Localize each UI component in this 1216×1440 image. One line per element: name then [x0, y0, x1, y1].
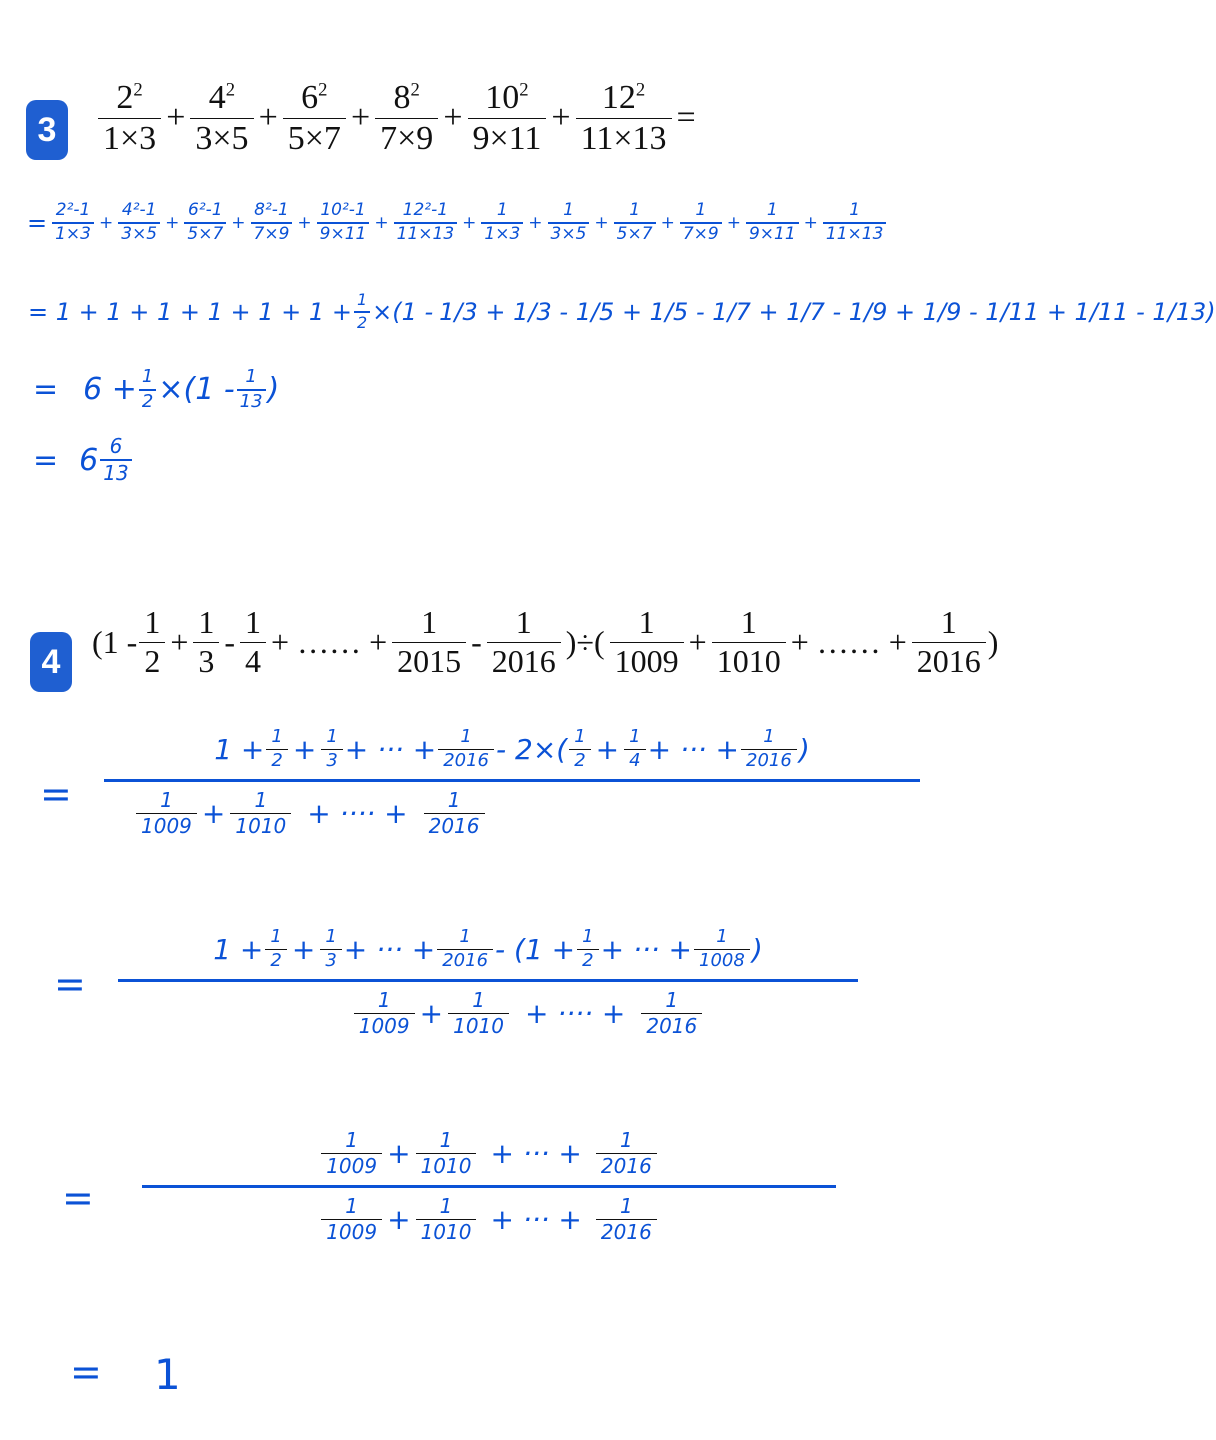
p4-step2-bar [118, 979, 858, 982]
p4-step2-numerator: 1 + $\frac{1}{2}$ + $\frac{1}{3}$ + ··· + $\frac{1}{2016}$ - (1 + $\frac{1}{2}$ + ··· + $\frac{1}{1008}$ ) [213, 926, 763, 971]
p4-term: $\frac{1}{4}$ [240, 606, 266, 678]
p3-term-4: $\frac{8^2}{7\times 9}$ [375, 80, 438, 156]
p4-step3-fraction [142, 1130, 836, 1243]
hw-frac: $\frac{1}{1\times 3}$ [481, 202, 523, 244]
p4-term: $\frac{1}{2016}$ [912, 606, 986, 678]
p4-step1-fraction [104, 728, 920, 837]
hw-frac: $\frac{1}{7\times 9}$ [680, 202, 722, 244]
p4-step2-equals: = [54, 962, 86, 1006]
problem-3-expression: $\frac{2^2}{1\times 3}$ + $\frac{4^2}{3\times 5}$ + $\frac{6^2}{5\times 7}$ + $\frac{8^2}{7\times 9}$ + $\frac{10^2}{9\times 11}$ + $\frac{12^2}{11\times 13}$ = [96, 80, 699, 156]
hw-frac: $\frac{1}{5\times 7}$ [614, 202, 656, 244]
p3-term-5: $\frac{10^2}{9\times 11}$ [468, 80, 547, 156]
p4-step3-bar [142, 1185, 836, 1188]
problem-4-expression: (1 - $\frac{1}{2}$ + $\frac{1}{3}$ - $\frac{1}{4}$ + …… + $\frac{1}{2015}$ - $\frac{1}{2016}$ )÷( $\frac{1}{1009}$ + $\frac{1}{1010}$ + …… + $\frac{1}{2016}$ ) [92, 604, 999, 679]
p4-term: $\frac{1}{1010}$ [712, 606, 786, 678]
p3-term-6: $\frac{12^2}{11\times 13}$ [576, 80, 672, 156]
p4-term: $\frac{1}{1009}$ [610, 606, 684, 678]
p4-term: $\frac{1}{2016}$ [487, 606, 561, 678]
p3-term-3: $\frac{6^2}{5\times 7}$ [283, 80, 346, 156]
p4-step1-numerator: 1 + $\frac{1}{2}$ + $\frac{1}{3}$ + ··· + $\frac{1}{2016}$ - 2×( $\frac{1}{2}$ + $\frac{1}{4}$ + ··· + $\frac{1}{2016}$ ) [214, 726, 810, 771]
hw-frac: $\frac{1}{3\times 5}$ [548, 202, 590, 244]
p3-work-line-3: = 6 + $\frac{1}{2}$ ×(1 - $\frac{1}{13}$ ) [33, 366, 280, 412]
p3-work-line-2: = 1 + 1 + 1 + 1 + 1 + 1 + $\frac{1}{2}$ ×(1 - 1/3 + 1/3 - 1/5 + 1/5 - 1/7 + 1/7 - 1/9 + 1/9 - 1/11 + 1/11 - 1/13) [28, 290, 1216, 332]
hw-frac: $\frac{\text{8²-1}}{7\times 9}$ [251, 202, 293, 244]
hw-frac: $\frac{\text{4²-1}}{3\times 5}$ [118, 202, 160, 244]
p4-term: $\frac{1}{2}$ [139, 606, 165, 678]
problem-3-badge: 3 [26, 100, 68, 160]
p4-step3-equals: = [62, 1176, 94, 1220]
p3-work-line-4: = 6 $\frac{6}{13}$ [30, 436, 134, 484]
problem-4-badge: 4 [30, 632, 72, 692]
p4-step3-denominator: $\frac{1}{1009}$ + $\frac{1}{1010}$ + ··· + $\frac{1}{2016}$ [319, 1196, 659, 1243]
p3-work-line-1: = $\frac{\text{2²-1}}{1\times 3}$ + $\frac{\text{4²-1}}{3\times 5}$ + $\frac{\text{6²-1}}{5\times 7}$ + $\frac{\text{8²-1}}{7\times 9}$ + $\frac{\text{10²-1}}{9\times 11}$ + $\frac{\text{12²-1}}{11\times 13}$ + $\frac{1}{1\times 3}$ + $\frac{1}{3\times 5}$ + $\frac{1}{5\times 7}$ + $\frac{1}{7\times 9}$ + $\frac{1}{9\times 11}$ + $\frac{1}{11\times 13}$ [24, 202, 888, 244]
p4-step4-equals: = [70, 1350, 102, 1394]
hw-frac: $\frac{\text{10²-1}}{9\times 11}$ [317, 202, 370, 244]
hw-frac: $\frac{1}{11\times 13}$ [823, 202, 887, 244]
hw-frac: $\frac{\text{12²-1}}{11\times 13}$ [394, 202, 458, 244]
hw-frac: $\frac{\text{2²-1}}{1\times 3}$ [52, 202, 94, 244]
p3-term-2: $\frac{4^2}{3\times 5}$ [190, 80, 253, 156]
p4-term: $\frac{1}{2015}$ [392, 606, 466, 678]
p4-step2-denominator: $\frac{1}{1009}$ + $\frac{1}{1010}$ + ···· + $\frac{1}{2016}$ [352, 990, 705, 1037]
p4-step1-equals: = [40, 772, 72, 816]
p4-step1-bar [104, 779, 920, 782]
p4-step2-fraction [118, 928, 858, 1037]
hw-frac: $\frac{1}{9\times 11}$ [746, 202, 799, 244]
hw-frac: $\frac{1}{13}$ [237, 368, 266, 412]
p4-step3-numerator: $\frac{1}{1009}$ + $\frac{1}{1010}$ + ··· + $\frac{1}{2016}$ [319, 1130, 659, 1177]
hw-frac: $\frac{1}{2}$ [354, 292, 370, 332]
hw-frac: $\frac{1}{2}$ [139, 368, 156, 412]
p3-term-1: $\frac{2^2}{1\times 3}$ [98, 80, 161, 156]
hw-frac: $\frac{6}{13}$ [100, 436, 131, 484]
hw-frac: $\frac{\text{6²-1}}{5\times 7}$ [184, 202, 226, 244]
p4-result: 1 [154, 1350, 181, 1399]
p4-step1-denominator: $\frac{1}{1009}$ + $\frac{1}{1010}$ + ···· + $\frac{1}{2016}$ [134, 790, 487, 837]
p4-term: $\frac{1}{3}$ [193, 606, 219, 678]
